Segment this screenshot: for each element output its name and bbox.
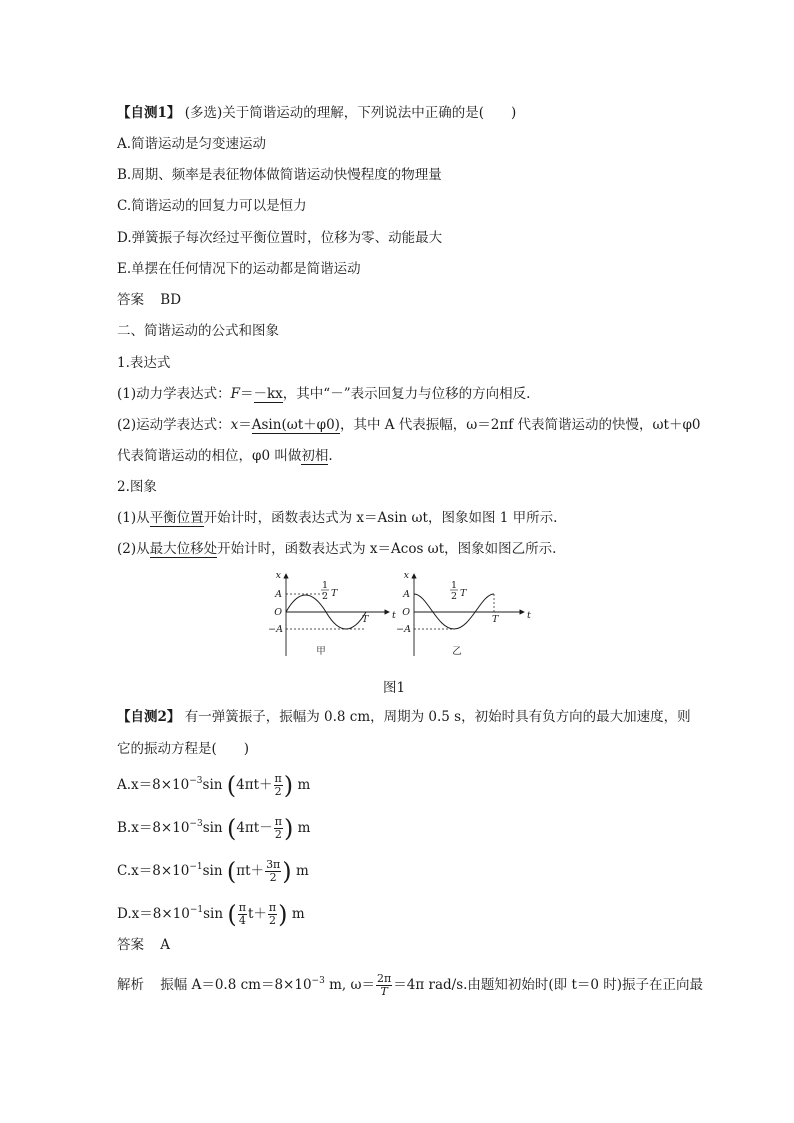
q1-stem-text: (多选)关于简谐运动的理解，下列说法中正确的是( ) [184, 105, 517, 121]
q1-answer-value: BD [160, 292, 182, 308]
q2-answer-value: A [160, 937, 171, 953]
right-a-label: A [403, 589, 410, 600]
q1-option-b: B.周期、频率是表征物体做简谐运动快慢程度的物理量 [117, 167, 442, 183]
q2-tag: 【自测2】 [117, 709, 181, 725]
opt-b-sin: sin [202, 820, 223, 836]
opt-c-unit: m [295, 863, 309, 879]
opt-c-exp: −1 [189, 862, 203, 872]
right-o-label: O [402, 607, 410, 618]
q2-option-c: $C.x=8\times 10^{-1}\sin$ (πt＋ $\frac{3\pi}{2}$ ) m [117, 857, 309, 886]
q1-option-e: E.单摆在任何情况下的运动都是简谐运动 [117, 261, 361, 277]
opt-d-exp: −1 [189, 905, 204, 915]
figure-graphs-svg [262, 568, 532, 668]
right-half-den: 2 [450, 591, 458, 602]
graph-right [396, 570, 531, 657]
right-nega-label: −A [396, 624, 411, 635]
dyn-f: F [230, 386, 240, 402]
g2-suffix: 开始计时，函数表达式为 x＝Acos ωt，图象如图乙所示. [217, 541, 557, 557]
q2-answer-label: 答案 [117, 937, 144, 953]
opt-d-unit: m [291, 906, 305, 922]
opt-c-frac [265, 859, 281, 884]
opt-a-prefix: A.x＝8×10 [117, 777, 190, 793]
right-t-mark: T [492, 614, 499, 625]
left-t-label: t [392, 610, 396, 621]
q1-option-a: A.简谐运动是匀变速运动 [117, 136, 267, 152]
right-x-label: x [403, 570, 409, 581]
g1-under: 平衡位置 [149, 510, 204, 526]
kin-phase: 初相 [301, 448, 329, 464]
q2-stem-line2: 它的振动方程是( ) [117, 741, 250, 757]
left-graph-label: 甲 [316, 646, 326, 657]
left-a-label: A [275, 589, 282, 600]
q2-stem-line1 [117, 708, 691, 726]
q1-tag: 【自测1】 [117, 105, 181, 121]
analysis-exp: −3 [311, 976, 325, 986]
right-half-num: 1 [450, 580, 458, 591]
opt-d-frac1 [238, 902, 247, 927]
q2-option-b: $B.x=8\times 10^{-3}\sin$ (4πt－ $\frac{\pi}{2}$ ) m [117, 814, 311, 843]
opt-d-den1: 4 [238, 914, 246, 927]
right-t-label: t [527, 610, 531, 621]
opt-d-den: 2 [269, 914, 277, 927]
right-half-t: T [460, 588, 467, 599]
opt-c-num: 3π [266, 858, 281, 871]
q1-answer [117, 291, 181, 309]
section-heading: 二、简谐运动的公式和图象 [117, 323, 279, 339]
left-x-label: x [275, 570, 281, 581]
opt-c-inner: πt＋ [236, 863, 265, 879]
analysis-num: 2π [377, 972, 392, 985]
opt-d-prefix: D.x＝8×10 [117, 906, 190, 922]
opt-d-num: π [268, 901, 277, 914]
q1-option-d: D.弹簧振子每次经过平衡位置时，位移为零、动能最大 [117, 230, 443, 246]
q1-answer-label: 答案 [117, 292, 144, 308]
graph-left [268, 570, 396, 657]
left-o-label: O [274, 607, 282, 618]
left-half-t: T [331, 588, 338, 599]
analysis-part3: ＝4π rad/s.由题知初始时(即 t＝0 时)振子在正向最 [393, 977, 704, 993]
opt-b-frac [274, 816, 283, 841]
analysis-part1: 振幅 A＝0.8 cm＝8×10 [160, 977, 312, 993]
kin-line2-suffix: . [328, 448, 333, 464]
q1-option-c: C.简谐运动的回复力可以是恒力 [117, 198, 307, 214]
kin-suffix: ，其中 A 代表振幅，ω＝2πf 代表简谐运动的快慢，ωt＋φ0 [339, 417, 701, 433]
dyn-kx: －kx [253, 386, 283, 402]
opt-a-num: π [274, 772, 282, 785]
subheading-graph: 2.图象 [117, 479, 157, 495]
left-half-num: 1 [321, 580, 329, 591]
q1-stem [117, 104, 516, 122]
q2-stem-text: 有一弹簧振子，振幅为 0.8 cm，周期为 0.5 s，初始时具有负方向的最大加速度，则 [184, 709, 691, 725]
figure-1 [262, 568, 532, 668]
dyn-prefix: (1)动力学表达式： [117, 386, 231, 402]
opt-c-sin: sin [202, 863, 223, 879]
opt-b-exp: −3 [189, 819, 203, 829]
subheading-expression: 1.表达式 [117, 355, 171, 371]
opt-a-den: 2 [274, 785, 282, 798]
q2-option-a: $A.x=8\times 10^{-3}\sin$ (4πt＋ $\frac{\pi}{2}$ ) m [117, 771, 311, 800]
dyn-eq: ＝ [240, 386, 254, 402]
q2-answer [117, 936, 170, 954]
opt-b-unit: m [297, 820, 311, 836]
opt-d-frac2 [268, 902, 277, 927]
kin-expr: Asin(ωt＋φ0) [251, 417, 340, 433]
kinematic-expression-line2 [117, 447, 333, 465]
opt-d-sin: sin [203, 906, 224, 922]
opt-a-frac [274, 773, 283, 798]
kin-eq: ＝ [238, 417, 252, 433]
q2-analysis-label: 解析 [117, 977, 144, 993]
opt-d-inner: t＋ [247, 906, 267, 922]
right-graph-label: 乙 [452, 646, 462, 657]
g2-under: 最大位移处 [149, 541, 218, 557]
kin-prefix: (2)运动学表达式： [117, 417, 231, 433]
opt-b-num: π [274, 815, 282, 828]
graph-case-2 [117, 540, 556, 558]
opt-a-inner: 4πt＋ [236, 777, 273, 793]
figure-caption: 图1 [383, 680, 406, 696]
dyn-suffix: ，其中“－”表示回复力与位移的方向相反. [282, 386, 531, 402]
analysis-frac [376, 973, 392, 998]
left-half-den: 2 [321, 591, 329, 602]
opt-c-prefix: C.x＝8×10 [117, 863, 190, 879]
dynamic-expression [117, 385, 530, 403]
kin-x: x [230, 417, 239, 433]
q2-analysis [117, 972, 703, 998]
opt-c-den: 2 [269, 871, 277, 884]
q2-option-d: $D.x=8\times 10^{-1}\sin$ ( $\frac{\pi}{4}$ t＋ $\frac{\pi}{2}$ ) m [117, 900, 305, 929]
kin-line2-prefix: 代表简谐运动的相位，φ0 叫做 [117, 448, 302, 464]
opt-b-den: 2 [274, 828, 282, 841]
opt-b-prefix: B.x＝8×10 [117, 820, 190, 836]
g1-suffix: 开始计时，函数表达式为 x＝Asin ωt，图象如图 1 甲所示. [203, 510, 558, 526]
kinematic-expression [117, 416, 701, 434]
opt-d-num1: π [238, 901, 246, 914]
g2-prefix: (2)从 [117, 541, 150, 557]
opt-a-sin: sin [202, 777, 223, 793]
g1-prefix: (1)从 [117, 510, 150, 526]
left-t-mark: T [362, 614, 369, 625]
opt-a-exp: −3 [189, 776, 203, 786]
graph-case-1 [117, 509, 557, 527]
opt-a-unit: m [297, 777, 311, 793]
analysis-part2: m, ω＝ [324, 977, 376, 993]
left-nega-label: −A [268, 624, 283, 635]
opt-b-inner: 4πt－ [236, 820, 273, 836]
analysis-den: T [380, 985, 388, 998]
